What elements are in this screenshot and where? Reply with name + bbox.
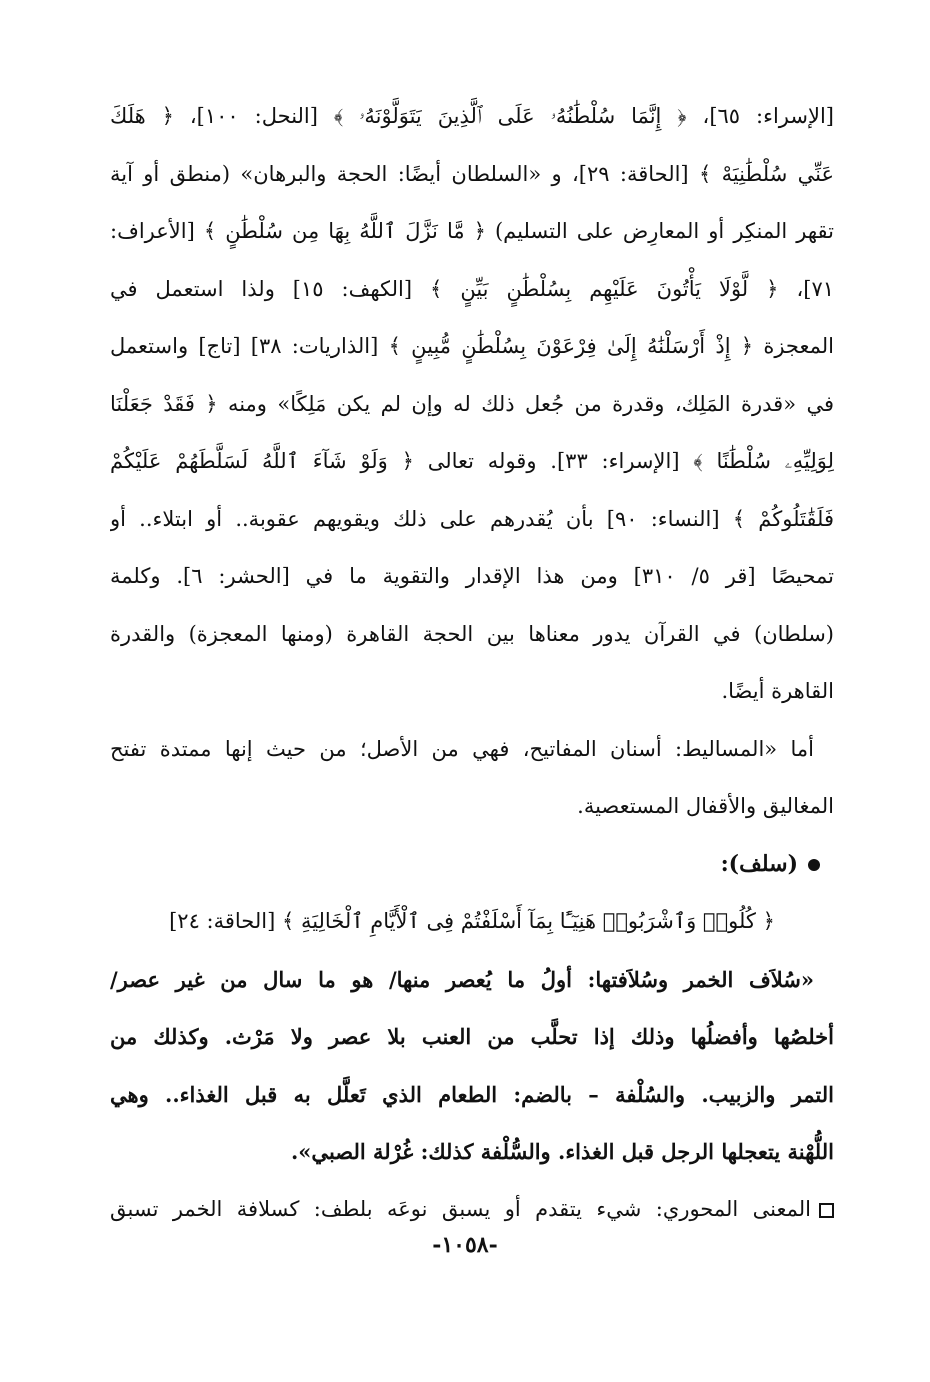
meaning-text: المعنى المحوري: شيء يتقدم أو يسبق نوعَه بلطف: كسلافة الخمر تسبق <box>110 1196 811 1221</box>
text-line: ٧١]، ﴿ لَّوْلَا يَأْتُونَ عَلَيْهِم بِسُلْطَٰنٍ بَيِّنٍ ﴾ [الكهف: ١٥] ولذا استعمل في <box>110 276 834 301</box>
text-line: اللُّهْنة يتعجلها الرجل قبل الغذاء. والسُّلْفة كذلك: غُرْلة الصبي». <box>291 1139 834 1164</box>
text-line: المعجزة ﴿ إِذْ أَرْسَلْنَٰهُ إِلَىٰ فِرْعَوْنَ بِسُلْطَٰنٍ مُّبِينٍ ﴾ [الذاريات: ٣٨] [تاج] واستعمل <box>110 334 834 358</box>
meaning-line <box>110 1181 834 1239</box>
text-line: (سلطان) في القرآن يدور معناها بين الحجة القاهرة (ومنها المعجزة) والقدرة <box>110 621 834 646</box>
section-heading <box>110 836 834 894</box>
quran-verse: ﴿ كُلُوا۟ وَٱشْرَبُوا۟ هَنِيٓـًٔا بِمَآ أَسْلَفْتُمْ فِى ٱلْأَيَّامِ ٱلْخَالِيَةِ ﴾ [الحاقة: ٢٤] <box>169 909 775 933</box>
bullet-icon <box>808 859 820 871</box>
text-line: القاهرة أيضًا. <box>721 679 834 703</box>
page-body <box>110 88 834 1238</box>
text-line: عَنِّي سُلْطَٰنِيَهْ ﴾ [الحاقة: ٢٩]، و «السلطان أيضًا: الحجة والبرهان» (منطق أو آية <box>110 161 834 186</box>
text-line: [الإسراء: ٦٥]، ﴿ إِنَّمَا سُلْطَٰنُهُۥ عَلَى ٱلَّذِينَ يَتَوَلَّوْنَهُۥ ﴾ [النحل: ١٠٠]، ﴿ هَلَكَ <box>110 104 834 128</box>
text-line: التمر والزبيب. والسُلْفة – بالضم: الطعام الذي تَعلَّل به قبل الغذاء.. وهي <box>110 1081 834 1107</box>
text-line: أخلصُها وأفضلُها وذلك إذا تحلَّب من العنب بلا عصر ولا مَرْث. وكذلك من <box>110 1024 834 1049</box>
text-line: في «قدرة المَلِك، وقدرة من جُعل ذلك له وإن لم يكن مَلِكًا» ومنه ﴿ فَقَدْ جَعَلْنَا <box>110 391 834 416</box>
text-line: لِوَلِيِّهِۦ سُلْطَٰنًا ﴾ [الإسراء: ٣٣]. وقوله تعالى ﴿ وَلَوْ شَآءَ ٱللَّهُ لَسَلَّطَهُمْ عَلَيْكُمْ <box>110 449 834 473</box>
text-line: تقهر المنكِر أو المعارِض على التسليم) ﴿ مَّا نَزَّلَ ٱللَّهُ بِهَا مِن سُلْطَٰنٍ ﴾ [الأعراف: <box>110 219 834 243</box>
text-line: فَلَقَٰتَلُوكُمْ ﴾ [النساء: ٩٠] بأن يُقدرهم على ذلك ويقويهم عقوبة.. أو ابتلاء.. أو <box>110 506 834 531</box>
page-number: -١٠٥٨- <box>432 1232 498 1258</box>
text-line: أما «المساليط: أسنان المفاتيح، فهي من الأصل؛ من حيث إنها ممتدة تفتح <box>110 736 814 761</box>
text-line: المغاليق والأقفال المستعصية. <box>577 794 834 818</box>
square-icon <box>819 1203 834 1218</box>
text-line: تمحيصًا [قر ٥/ ٣١٠] ومن هذا الإقدار والتقوية ما في [الحشر: ٦]. وكلمة <box>110 564 834 588</box>
text-line: «سُلاَف الخمر وسُلاَفتها: أولُ ما يُعصر منها/ هو ما سال من غير عصر/ <box>110 966 814 992</box>
section-heading-text: (سلف): <box>720 850 798 877</box>
